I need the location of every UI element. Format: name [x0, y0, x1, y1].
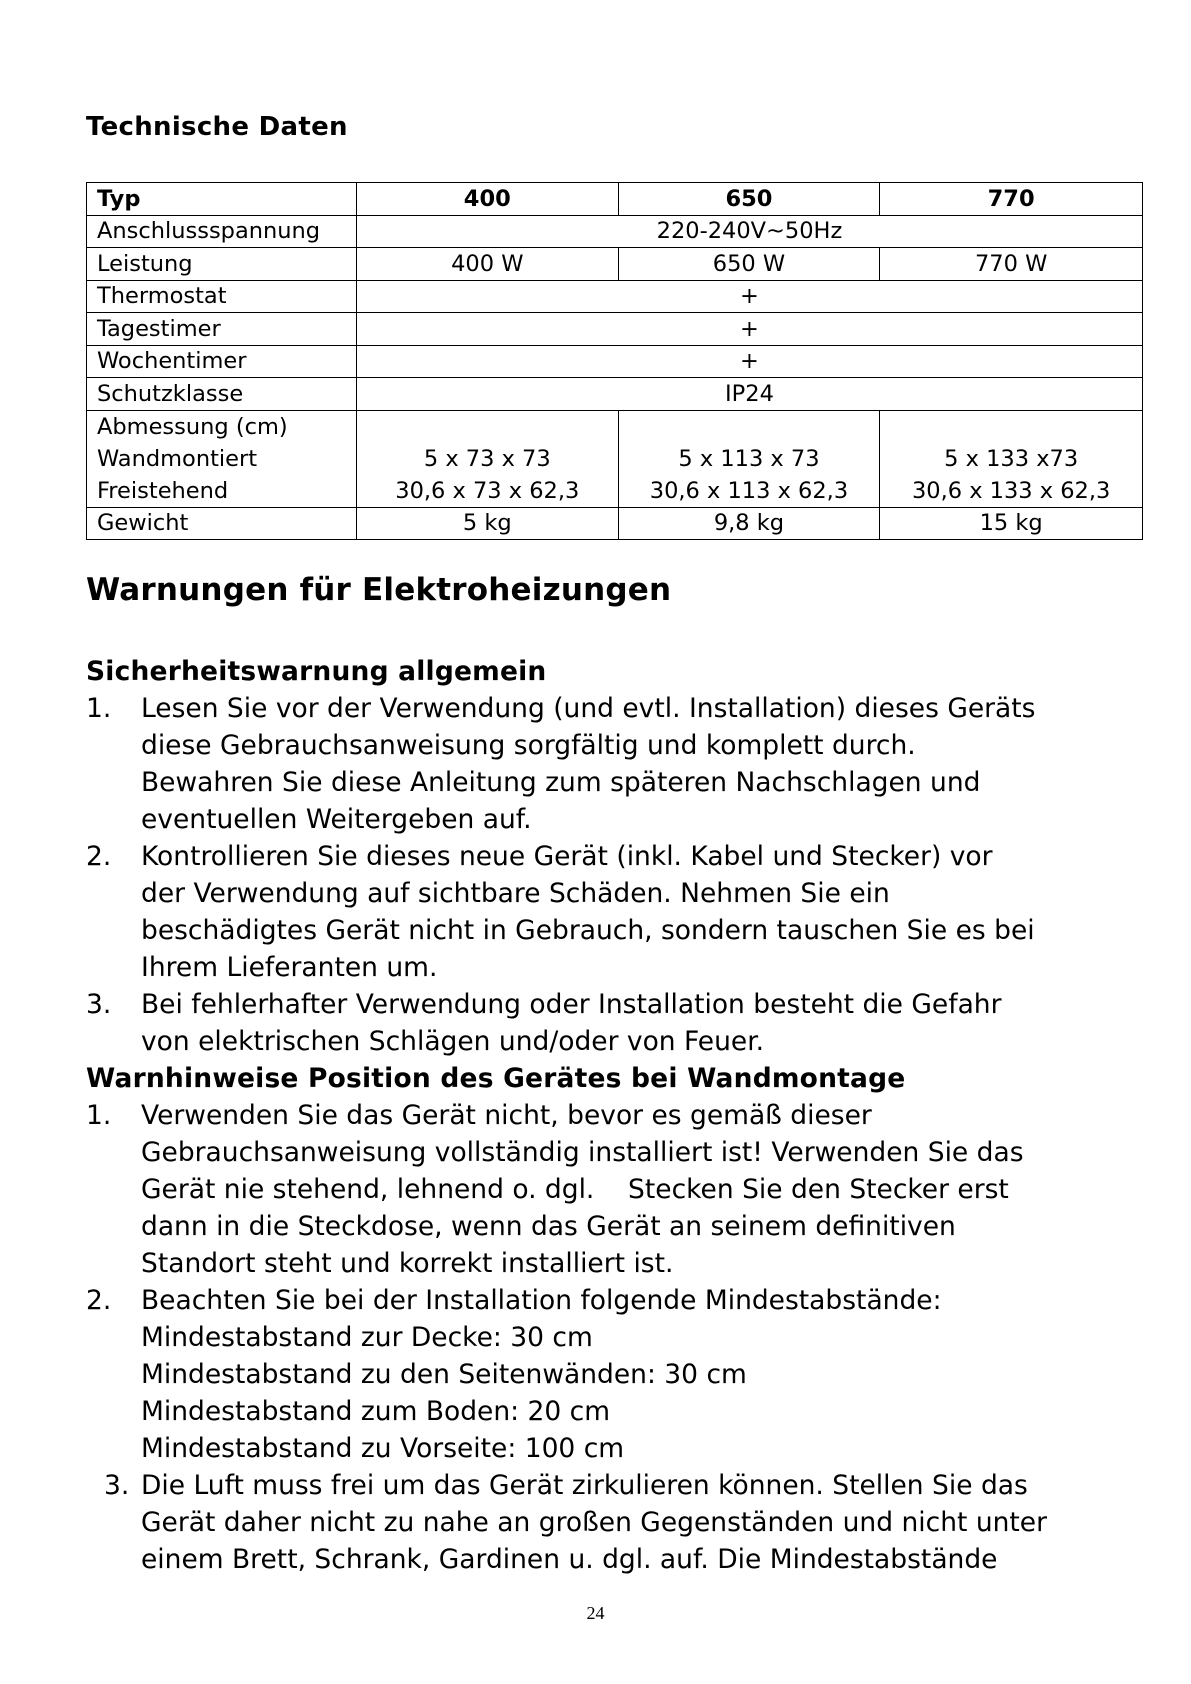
dimension-sub-free: Freistehend: [97, 477, 229, 504]
list-line: dann in die Steckdose, wenn das Gerät an seinem definitiven: [141, 1211, 956, 1242]
general-safety-list: [86, 690, 1146, 1060]
warnings-heading: Warnungen für Elektroheizungen: [86, 572, 672, 608]
row-value: 15 kg: [880, 507, 1143, 540]
list-line: Die Luft muss frei um das Gerät zirkulieren können. Stellen Sie das: [141, 1470, 1028, 1501]
list-item: [86, 1467, 1146, 1578]
dimension-wall-value: 5 x 113 x 73: [678, 445, 820, 472]
list-item: [86, 986, 1146, 1060]
list-item: [86, 1282, 1146, 1467]
row-value: 400 W: [356, 248, 618, 281]
list-item: [86, 690, 1146, 838]
row-value: [618, 410, 880, 507]
row-label: Wochentimer: [87, 345, 357, 378]
dimension-label: Abmessung (cm): [97, 413, 288, 440]
header-cell-type: Typ: [87, 183, 357, 216]
row-value: +: [356, 345, 1142, 378]
row-value: 650 W: [618, 248, 880, 281]
table-row-week-timer: [87, 345, 1143, 378]
row-label: Leistung: [87, 248, 357, 281]
row-value: 770 W: [880, 248, 1143, 281]
list-line: Gebrauchsanweisung vollständig installiert ist! Verwenden Sie das: [141, 1137, 1024, 1168]
row-label: Schutzklasse: [87, 378, 357, 411]
dimension-free-value: 30,6 x 113 x 62,3: [649, 477, 849, 504]
row-value: 9,8 kg: [618, 507, 880, 540]
table-row-weight: [87, 507, 1143, 540]
list-line: eventuellen Weitergeben auf.: [141, 804, 532, 835]
list-line: Mindestabstand zum Boden: 20 cm: [141, 1396, 611, 1427]
list-number: 1.: [86, 1100, 112, 1131]
list-line: Ihrem Lieferanten um.: [141, 952, 438, 983]
list-line: beschädigtes Gerät nicht in Gebrauch, sondern tauschen Sie es bei: [141, 915, 1035, 946]
list-line: Mindestabstand zur Decke: 30 cm: [141, 1322, 593, 1353]
list-number: 1.: [86, 693, 112, 724]
header-cell-650: 650: [618, 183, 880, 216]
spec-table: [86, 182, 1143, 540]
header-cell-400: 400: [356, 183, 618, 216]
wall-mount-title: Warnhinweise Position des Gerätes bei Wandmontage: [86, 1063, 906, 1094]
row-value: [880, 410, 1143, 507]
list-line: Bewahren Sie diese Anleitung zum späteren Nachschlagen und: [141, 767, 981, 798]
row-value: +: [356, 280, 1142, 313]
technical-data-heading: Technische Daten: [86, 112, 348, 142]
row-label: Gewicht: [87, 507, 357, 540]
table-row-dimensions: [87, 410, 1143, 507]
table-row-protection-class: [87, 378, 1143, 411]
table-header-row: [87, 183, 1143, 216]
list-item: [86, 838, 1146, 986]
row-label: [87, 410, 357, 507]
row-label: Tagestimer: [87, 313, 357, 346]
list-line: Gerät daher nicht zu nahe an großen Gegenständen und nicht unter: [141, 1507, 1047, 1538]
table-row-thermostat: [87, 280, 1143, 313]
general-safety-title: Sicherheitswarnung allgemein: [86, 656, 547, 687]
list-line: Mindestabstand zu Vorseite: 100 cm: [141, 1433, 625, 1464]
list-line: Verwenden Sie das Gerät nicht, bevor es gemäß dieser: [141, 1100, 872, 1131]
list-line: Gerät nie stehend, lehnend o. dgl. Stecken Sie den Stecker erst: [141, 1174, 1009, 1205]
list-line: Mindestabstand zu den Seitenwänden: 30 cm: [141, 1359, 747, 1390]
list-line: diese Gebrauchsanweisung sorgfältig und komplett durch.: [141, 730, 916, 761]
list-item: [86, 1097, 1146, 1282]
list-line: einem Brett, Schrank, Gardinen u. dgl. auf. Die Mindestabstände: [141, 1544, 998, 1575]
list-number: 3.: [104, 1470, 130, 1501]
row-label: Thermostat: [87, 280, 357, 313]
dimension-wall-value: 5 x 73 x 73: [423, 445, 551, 472]
row-value: IP24: [356, 378, 1142, 411]
list-line: Standort steht und korrekt installiert ist.: [141, 1248, 674, 1279]
dimension-sub-wall: Wandmontiert: [97, 445, 258, 472]
table-row-voltage: [87, 215, 1143, 248]
list-number: 2.: [86, 1285, 112, 1316]
header-cell-770: 770: [880, 183, 1143, 216]
row-value: +: [356, 313, 1142, 346]
list-line: Kontrollieren Sie dieses neue Gerät (inkl. Kabel und Stecker) vor: [141, 841, 993, 872]
dimension-free-value: 30,6 x 73 x 62,3: [395, 477, 580, 504]
list-number: 2.: [86, 841, 112, 872]
table-row-power: [87, 248, 1143, 281]
wall-mount-list: [86, 1097, 1146, 1578]
row-value: [356, 410, 618, 507]
table-row-day-timer: [87, 313, 1143, 346]
dimension-free-value: 30,6 x 133 x 62,3: [911, 477, 1111, 504]
dimension-wall-value: 5 x 133 x73: [944, 445, 1079, 472]
general-safety-section: [86, 653, 1146, 1578]
list-line: Bei fehlerhafter Verwendung oder Installation besteht die Gefahr: [141, 989, 1002, 1020]
page-number: 24: [586, 1603, 605, 1623]
list-number: 3.: [86, 989, 112, 1020]
row-value: 5 kg: [356, 507, 618, 540]
list-line: von elektrischen Schlägen und/oder von Feuer.: [141, 1026, 765, 1057]
list-line: der Verwendung auf sichtbare Schäden. Nehmen Sie ein: [141, 878, 890, 909]
row-label: Anschlussspannung: [87, 215, 357, 248]
list-line: Beachten Sie bei der Installation folgende Mindestabstände:: [141, 1285, 942, 1316]
list-line: Lesen Sie vor der Verwendung (und evtl. Installation) dieses Geräts: [141, 693, 1036, 724]
row-value: 220-240V~50Hz: [356, 215, 1142, 248]
